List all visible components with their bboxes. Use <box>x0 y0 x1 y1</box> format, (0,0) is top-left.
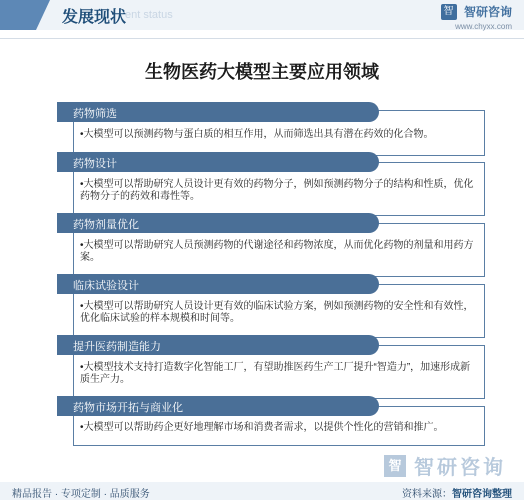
footer-source <box>402 485 512 500</box>
brand-logo-icon: 智 <box>384 455 406 477</box>
card-header <box>65 274 379 294</box>
card-header-label: 药物设计 <box>73 158 117 170</box>
brand-name: 智研咨询 <box>463 5 512 20</box>
brand-url: www.chyxx.com <box>455 22 512 31</box>
card-text: •大模型可以预测药物与蛋白质的相互作用，从而筛选出具有潜在药效的化合物。 <box>80 129 434 140</box>
card-header-label: 药物剂量优化 <box>73 219 139 231</box>
page-title: 生物医药大模型主要应用领域 <box>145 62 379 82</box>
card-header <box>65 152 379 172</box>
section-subtitle-watermark: ent status <box>125 9 173 21</box>
brand-logo-watermark <box>384 451 506 480</box>
card-text: •大模型可以帮助研究人员设计更有效的临床试验方案，例如预测药物的安全性和有效性，优化临床试验的样本规模和时间等。 <box>80 301 474 324</box>
brand-logo-text: 智研咨询 <box>414 457 506 479</box>
footer-source-value: 智研咨询整理 <box>452 489 512 500</box>
card-text: •大模型可以帮助研究人员设计更有效的药物分子，例如预测药物分子的结构和性质，优化药物分子的药效和毒性等。 <box>80 179 474 202</box>
card-header-label: 临床试验设计 <box>73 280 139 292</box>
card-header <box>65 396 379 416</box>
card-header <box>65 102 379 122</box>
footer-bar <box>0 482 524 500</box>
card-header-label: 提升医药制造能力 <box>73 341 161 353</box>
card-header-label: 药物市场开拓与商业化 <box>73 402 183 414</box>
brand-logo-icon: 智 <box>441 4 457 20</box>
footer-slogan: 精品报告 · 专项定制 · 品质服务 <box>12 489 150 500</box>
card-text: •大模型技术支持打造数字化智能工厂，有望助推医药生产工厂提升“智造力”，加速形成新质生产力。 <box>80 362 471 385</box>
card-text: •大模型可以帮助研究人员预测药物的代谢途径和药物浓度，从而优化药物的剂量和用药方案。 <box>80 240 474 263</box>
section-title: 发展现状 <box>62 7 127 26</box>
header-divider <box>0 38 524 39</box>
top-bar <box>0 0 524 30</box>
footer-source-label: 资料来源： <box>402 489 452 500</box>
card-header <box>65 335 379 355</box>
top-accent-shape <box>0 0 36 30</box>
card-header-label: 药物筛选 <box>73 108 117 120</box>
brand-header <box>441 3 512 31</box>
card-header <box>65 213 379 233</box>
card-text: •大模型可以帮助药企更好地理解市场和消费者需求，以提供个性化的营销和推广。 <box>80 422 444 433</box>
